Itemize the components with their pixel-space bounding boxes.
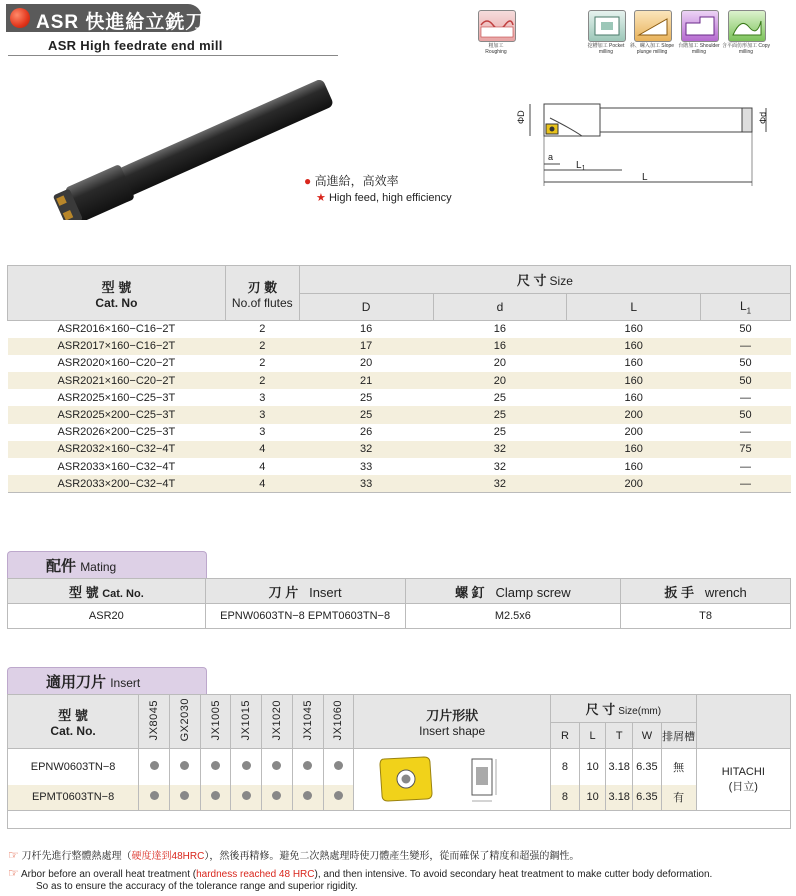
insert-T: 3.18	[606, 749, 633, 785]
grade-dot	[262, 749, 293, 785]
mating-insert: EPNW0603TN−8 EPMT0603TN−8	[205, 604, 405, 629]
cell-cat: ASR2033×160−C32−4T	[57, 460, 176, 473]
cell-D: 16	[360, 323, 373, 336]
grade-dot	[323, 785, 354, 811]
dimension-diagram	[510, 98, 780, 188]
feature-en-text: High feed, high efficiency	[328, 192, 452, 204]
bullet-icon	[10, 8, 30, 28]
feature-cn	[304, 172, 399, 189]
cell-d: 16	[493, 323, 507, 336]
grade-GX2030: GX2030	[169, 695, 200, 749]
cell-L: 200	[567, 475, 701, 492]
shoulder-icon	[681, 10, 719, 42]
slope-icon	[634, 10, 672, 42]
note-en: ☞ Arbor before an overall heat treatment (hardness reached 48 HRC), and then intensive. To avoid secondary heat treatment to make cutter body deformation.	[8, 866, 713, 880]
mating-tab: 配件 Mating	[7, 551, 207, 578]
pointing-hand-icon: ☞	[8, 848, 19, 862]
insert-L: 10	[579, 749, 606, 785]
cell-flutes: 2	[259, 357, 266, 370]
page-title: ASR 快進給立銑刀	[36, 12, 206, 33]
table-row	[8, 389, 791, 406]
cell-flutes: 2	[259, 323, 266, 336]
cell-cat: ASR2016×160−C16−2T	[57, 323, 176, 336]
insert-maker: HITACHI (日立)	[696, 749, 790, 811]
slope-shape-icon	[635, 11, 671, 41]
feature-en	[316, 191, 452, 204]
insert-row-cat: EPMT0603TN−8	[8, 785, 139, 811]
cell-flutes: 2	[225, 338, 299, 355]
cell-cat: ASR2017×160−C16−2T	[8, 338, 226, 355]
insert-table-footer	[8, 811, 791, 829]
cell-D: 26	[360, 426, 373, 439]
table-row	[8, 355, 791, 372]
insert-R: 8	[551, 785, 580, 811]
slope-label: 斜、螺入加工 Slope plunge milling	[629, 43, 675, 55]
note-cn: ☞ 刀杆先進行整體熱處理（硬度達到48HRC），然後再精修。避免二次熱處理時使刀體產生變形，從而確保了精度和超强的鋼性。	[8, 848, 580, 862]
cell-D: 32	[299, 441, 433, 458]
cell-d: 25	[433, 406, 567, 423]
cell-d: 32	[433, 475, 567, 492]
roughing-icon	[478, 10, 516, 42]
cell-L: 160	[624, 357, 643, 370]
grade-dot	[169, 749, 200, 785]
copy-label: 含平面仿形加工 Copy milling	[721, 43, 771, 55]
insert-header-maker	[696, 695, 790, 749]
cell-L: 160	[624, 323, 643, 336]
cell-D: 21	[299, 372, 433, 389]
pocket-shape-icon	[589, 11, 625, 41]
grade-JX8045: JX8045	[139, 695, 170, 749]
roughing-wave-icon	[479, 11, 515, 41]
insert-T: 3.18	[606, 785, 633, 811]
grade-dot	[292, 785, 323, 811]
insert-tab: 適用刀片 Insert	[7, 667, 207, 694]
cell-cat: ASR2025×200−C25−3T	[8, 406, 226, 423]
grade-dot	[323, 749, 354, 785]
cell-cat: ASR2032×160−C32−4T	[8, 441, 226, 458]
cell-D: 25	[299, 406, 433, 423]
main-table-body	[8, 321, 791, 493]
copy-shape-icon	[729, 11, 765, 41]
mating-header-cat: 型 號 Cat. No.	[8, 579, 206, 604]
table-row	[8, 372, 791, 389]
cell-cat: ASR2020×160−C20−2T	[57, 357, 176, 370]
main-spec-table	[7, 265, 791, 493]
cell-cat: ASR2025×160−C25−3T	[57, 391, 176, 404]
insert-row-cat: EPNW0603TN−8	[8, 749, 139, 785]
red-dot-icon: ●	[304, 174, 312, 188]
pointing-hand-icon: ☞	[8, 866, 19, 880]
table-row	[8, 406, 791, 423]
cell-cat: ASR2021×160−C20−2T	[8, 372, 226, 389]
insert-chip: 有	[661, 785, 696, 811]
header-d: d	[433, 294, 567, 321]
cell-flutes: 4	[259, 460, 266, 473]
cell-L1: —	[701, 338, 791, 355]
grade-dot	[200, 749, 231, 785]
diagram-L1: $L_1$	[576, 160, 586, 172]
mating-cat: ASR20	[8, 604, 206, 629]
grade-JX1005: JX1005	[200, 695, 231, 749]
mating-screw: M2.5x6	[405, 604, 621, 629]
cell-L: 160	[567, 441, 701, 458]
header-size: 尺 寸 Size	[299, 266, 790, 294]
grade-dot	[292, 749, 323, 785]
copy-icon	[728, 10, 766, 42]
copy-application	[721, 10, 771, 55]
end-mill-photo	[40, 80, 340, 220]
insert-header-cat: 型 號 Cat. No.	[8, 695, 139, 749]
mating-header-screw: 螺 釘 Clamp screw	[405, 579, 621, 604]
cell-flutes: 4	[225, 441, 299, 458]
cell-L: 160	[624, 391, 643, 404]
diagram-d: Φd	[758, 111, 768, 124]
shoulder-shape-icon	[682, 11, 718, 41]
insert-shape-icon	[372, 749, 532, 807]
grade-JX1060: JX1060	[323, 695, 354, 749]
cell-L1: 50	[701, 372, 791, 389]
insert-R: 8	[551, 749, 580, 785]
cell-L1: 50	[739, 357, 752, 370]
insert-W: 6.35	[633, 749, 662, 785]
cell-L: 160	[567, 338, 701, 355]
insert-shape-drawing	[354, 749, 551, 811]
diagram-L: L	[642, 172, 648, 183]
page-subtitle: ASR High feedrate end mill	[48, 38, 223, 53]
table-row	[8, 424, 791, 441]
cell-flutes: 3	[225, 406, 299, 423]
grade-dot	[139, 749, 170, 785]
cell-D: 25	[360, 391, 373, 404]
diagram-D: ΦD	[516, 110, 526, 124]
cell-D: 33	[360, 460, 373, 473]
cell-d: 20	[493, 357, 507, 370]
pocket-icon	[588, 10, 626, 42]
cell-L1: 50	[701, 406, 791, 423]
cell-L1: —	[740, 426, 752, 439]
cell-L1: 75	[701, 441, 791, 458]
diagram-a: a	[548, 152, 554, 162]
size-col-R: R	[551, 723, 580, 749]
mating-table	[7, 578, 791, 629]
insert-chip: 無	[661, 749, 696, 785]
grade-dot	[139, 785, 170, 811]
size-col-W: W	[633, 723, 662, 749]
cell-flutes: 3	[259, 391, 266, 404]
insert-header-size: 尺 寸 Size(mm)	[551, 695, 697, 723]
insert-W: 6.35	[633, 785, 662, 811]
cell-d: 25	[493, 391, 507, 404]
cell-flutes: 2	[225, 372, 299, 389]
cell-D: 33	[299, 475, 433, 492]
cell-cat: ASR2033×200−C32−4T	[8, 475, 226, 492]
grade-JX1045: JX1045	[292, 695, 323, 749]
cell-D: 20	[360, 357, 373, 370]
size-col-L: L	[579, 723, 606, 749]
mating-header-wrench: 扳 手 wrench	[621, 579, 791, 604]
header-cat: 型 號 Cat. No	[8, 266, 226, 321]
insert-header-shape: 刀片形狀 Insert shape	[354, 695, 551, 749]
table-row	[8, 458, 791, 475]
grade-JX1015: JX1015	[231, 695, 262, 749]
cell-d: 25	[493, 426, 507, 439]
grade-dot	[169, 785, 200, 811]
slope-application	[629, 10, 677, 55]
header-D: D	[299, 294, 433, 321]
cell-cat: ASR2026×200−C25−3T	[57, 426, 176, 439]
table-row	[8, 475, 791, 492]
pocket-application	[588, 10, 631, 55]
grade-dot	[262, 785, 293, 811]
cell-d: 32	[433, 441, 567, 458]
cell-d: 32	[493, 460, 507, 473]
table-row	[8, 338, 791, 355]
cell-L1: —	[740, 391, 752, 404]
star-icon: ★	[316, 192, 326, 204]
insert-L: 10	[579, 785, 606, 811]
grade-JX1020: JX1020	[262, 695, 293, 749]
shoulder-application	[678, 10, 724, 55]
cell-L: 200	[624, 426, 643, 439]
note-en-line2: So as to ensure the accuracy of the tolerance range and superior rigidity.	[36, 881, 358, 892]
header-L: L	[567, 294, 701, 321]
grade-dot	[231, 785, 262, 811]
mating-wrench: T8	[621, 604, 791, 629]
cell-flutes: 3	[259, 426, 266, 439]
header-divider	[8, 55, 338, 56]
size-col-chip: 排屑槽	[661, 723, 696, 749]
cell-d: 20	[433, 372, 567, 389]
size-col-T: T	[606, 723, 633, 749]
roughing-label: 粗加工 Roughing	[485, 43, 507, 55]
feature-cn-text: 高進給，高效率	[314, 174, 399, 188]
pocket-label: 挖槽加工 Pocket milling	[587, 43, 625, 55]
cell-L1: 50	[739, 323, 752, 336]
cell-D: 17	[299, 338, 433, 355]
table-row	[8, 321, 791, 338]
header-flutes: 刃 數 No.of flutes	[225, 266, 299, 321]
cell-L: 200	[567, 406, 701, 423]
cell-L: 160	[567, 372, 701, 389]
grade-dot	[200, 785, 231, 811]
roughing-application	[478, 10, 521, 55]
grade-dot	[231, 749, 262, 785]
mating-header-insert: 刀 片 Insert	[205, 579, 405, 604]
table-row	[8, 441, 791, 458]
cell-L1: —	[701, 475, 791, 492]
header-L1: $L_1$	[701, 294, 791, 321]
cell-L1: —	[740, 460, 752, 473]
cell-L: 160	[624, 460, 643, 473]
cell-flutes: 4	[225, 475, 299, 492]
cell-d: 16	[433, 338, 567, 355]
shoulder-label: 台階加工 Shoulder milling	[678, 43, 720, 55]
insert-table	[7, 694, 791, 829]
